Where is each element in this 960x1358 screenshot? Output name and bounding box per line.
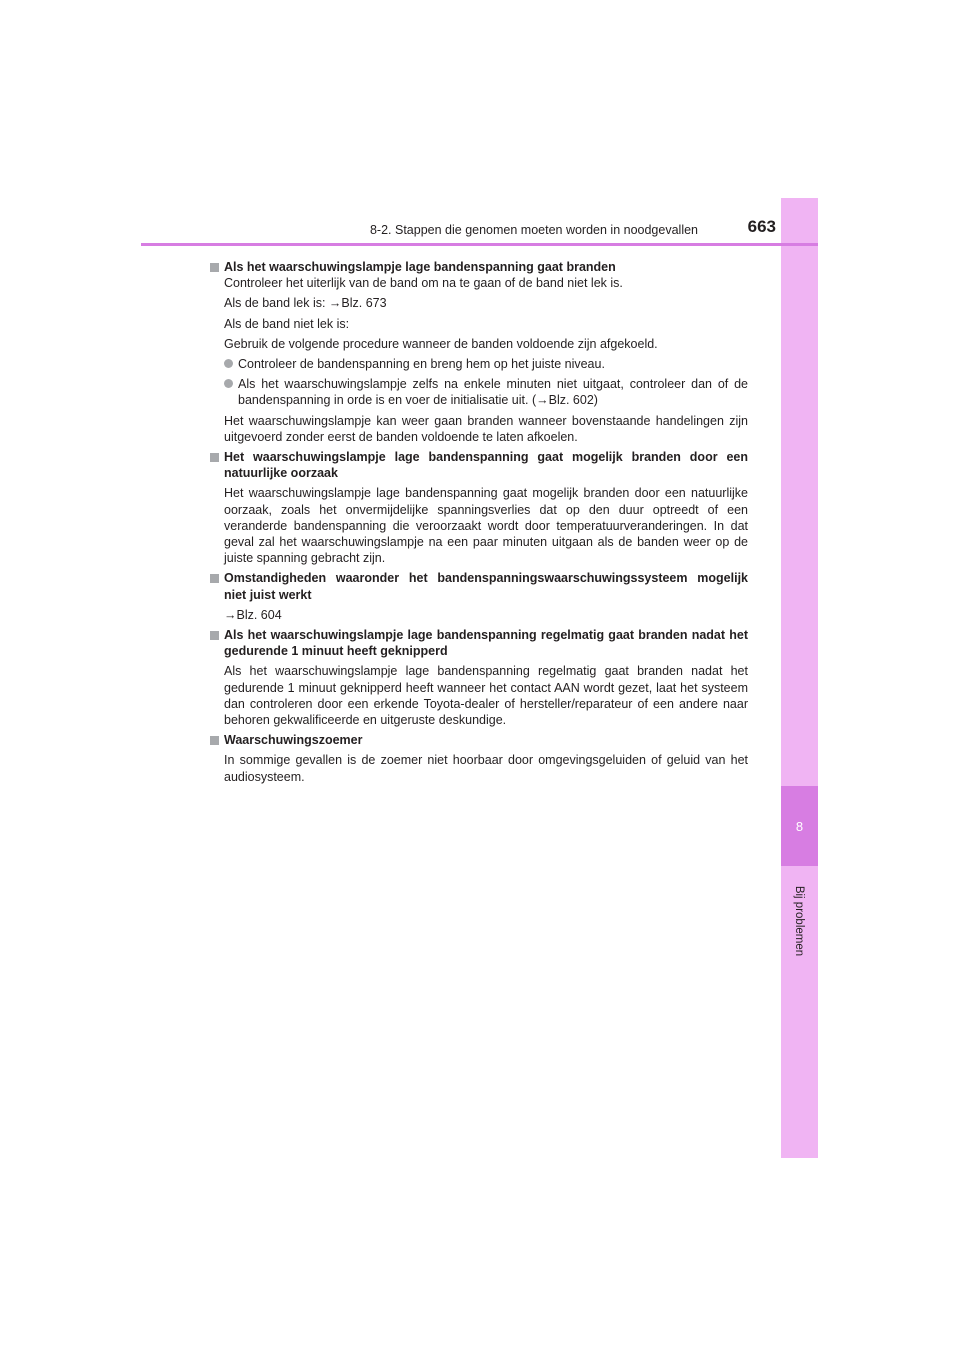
page-number: 663 [747,217,776,236]
section-heading: Als het waarschuwingslampje lage bandenspanning regelmatig gaat branden nadat het gedurende 1 minuut heeft geknipperd [210,627,748,659]
section-heading: Omstandigheden waaronder het bandenspanningswaarschuwingssysteem mogelijk niet juist werkt [210,570,748,602]
paragraph: Als de band lek is: →Blz. 673 [224,296,387,311]
chapter-number-box [781,786,818,866]
paragraph: Controleer het uiterlijk van de band om na te gaan of de band niet lek is. [224,276,623,291]
section-heading: Waarschuwingszoemer [210,732,748,748]
paragraph: In sommige gevallen is de zoemer niet hoorbaar door omgevingsgeluiden of geluid van het audiosysteem. [224,753,748,784]
paragraph: Als de band niet lek is: [224,316,350,331]
paragraph: Het waarschuwingslampje kan weer gaan branden wanneer bovenstaande handelingen zijn uitgevoerd zonder eerst de banden voldoende te laten afkoelen. [224,413,748,444]
bullet-text: Controleer de bandenspanning en breng hem op het juiste niveau. [238,357,605,372]
section-heading: Het waarschuwingslampje lage bandenspanning gaat mogelijk branden door een natuurlijke oorzaak [210,449,748,481]
section-heading: Als het waarschuwingslampje lage bandenspanning gaat branden [210,259,748,275]
header-divider [141,243,818,246]
paragraph: Het waarschuwingslampje lage bandenspanning gaat mogelijk branden door een natuurlijke oorzaak, zoals het onvermijdelijke spanningsverlies dat op den duur optreedt of een veranderde bandenspanning die veroorzaakt wordt door temperatuurveranderingen. In dat geval zal het waarschuwingslampje na een paar minuten uitgaan als de banden weer op de juiste spanning gebracht zijn. [224,486,748,566]
paragraph: Gebruik de volgende procedure wanneer de banden voldoende zijn afgekoeld. [224,336,658,351]
bullet-item [210,376,748,408]
page-content [210,255,748,785]
paragraph: →Blz. 604 [224,607,282,622]
bullet-text: Als het waarschuwingslampje zelfs na enkele minuten niet uitgaat, controleer dan of de bandenspanning in orde is en voer de initialisatie uit. (→Blz. 602) [238,377,748,408]
section-title: 8-2. Stappen die genomen moeten worden in noodgevallen [369,223,698,237]
side-tab [781,198,818,1158]
chapter-number: 8 [795,818,804,834]
bullet-item [210,356,748,372]
paragraph: Als het waarschuwingslampje lage bandenspanning regelmatig gaat branden nadat het gedurende 1 minuut geknipperd heeft wanneer het contact AAN wordt gezet, laat het systeem dan controleren door een erkende Toyota-dealer of hersteller/reparateur of een andere naar behoren gekwalificeerde en uitgeruste deskundige. [224,664,748,728]
chapter-label: Bij problemen [793,885,806,957]
bullet-dot-icon [224,379,233,388]
chapter-label-container [781,876,818,966]
bullet-dot-icon [224,359,233,368]
